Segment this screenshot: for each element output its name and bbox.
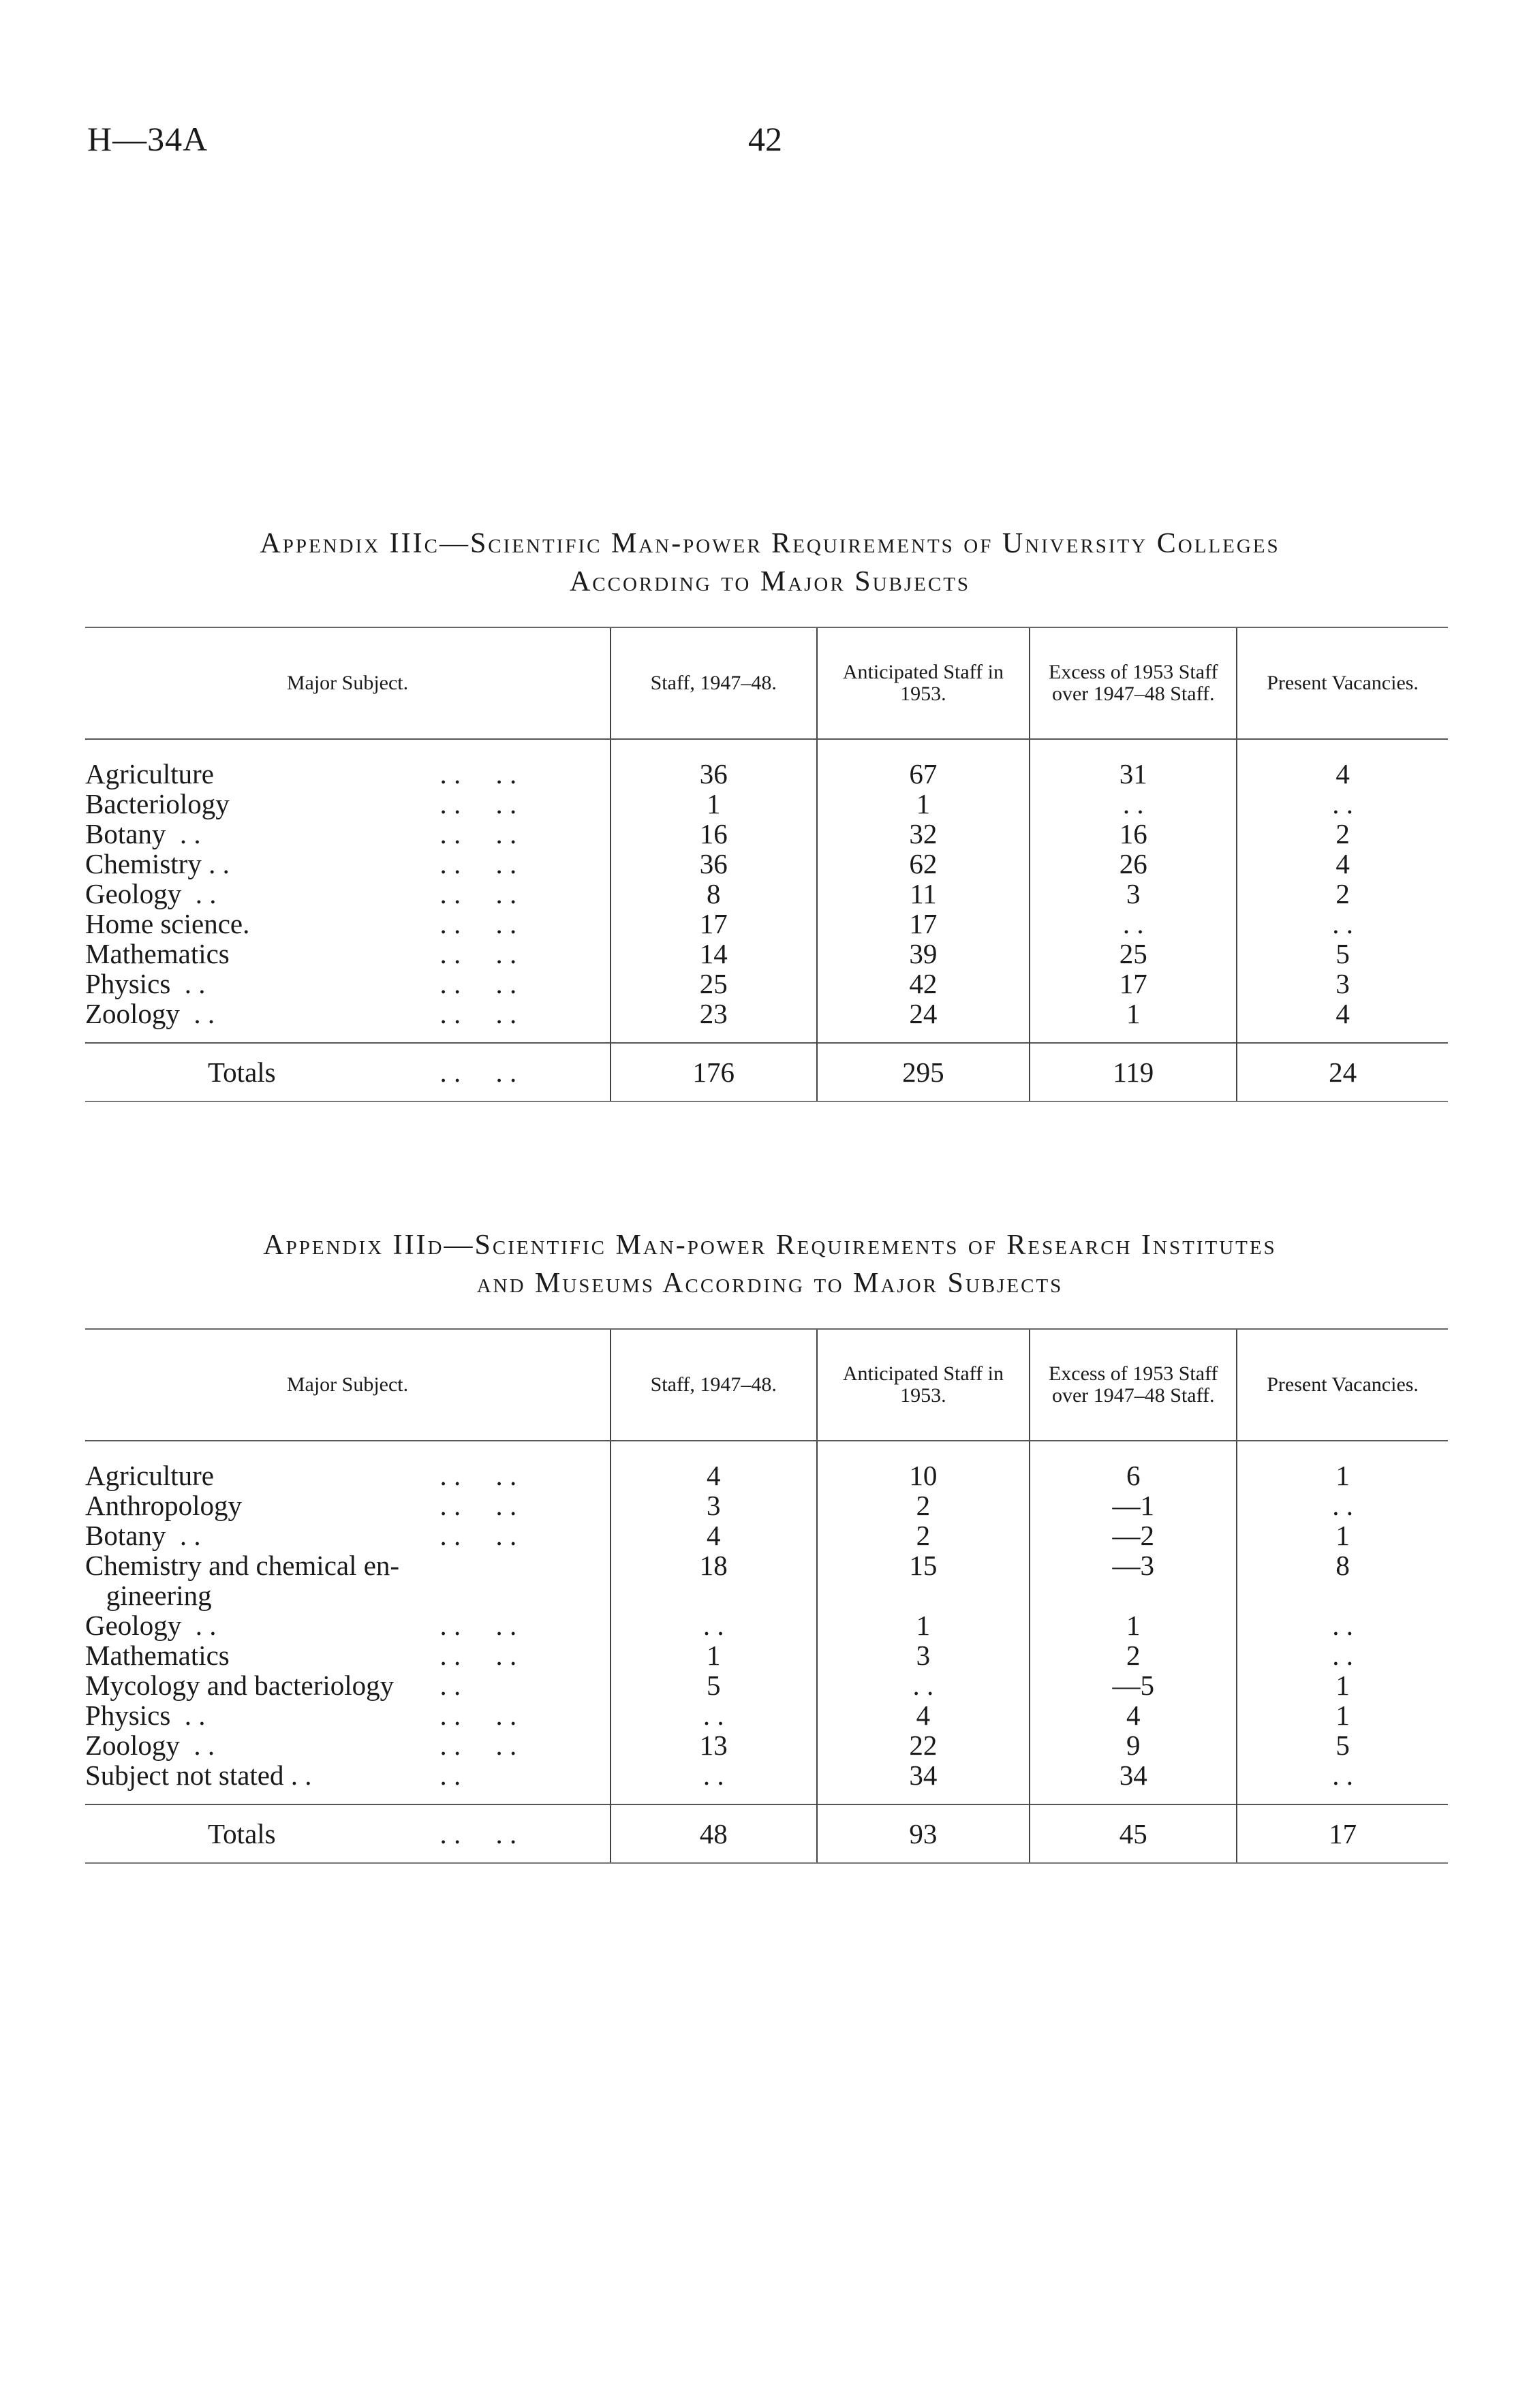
subject-name: Mathematics [85, 938, 230, 969]
subject-cell [85, 789, 611, 819]
subject-name: Zoology . . [85, 1730, 215, 1761]
excess-cell: 2 [1030, 1640, 1237, 1670]
spacer-cell [1237, 1029, 1448, 1043]
table-row [85, 1550, 1448, 1580]
anticipated-cell: 39 [817, 939, 1030, 969]
staff-cell: 3 [611, 1490, 817, 1520]
excess-cell: 119 [1030, 1043, 1237, 1101]
anticipated-cell: 42 [817, 969, 1030, 999]
subject-name: Subject not stated . . [85, 1760, 312, 1791]
subject-cell [85, 1730, 611, 1760]
dot-leader: . . [426, 1760, 461, 1791]
subject-name: gineering [85, 1580, 212, 1611]
table-row [85, 1520, 1448, 1550]
vacancies-cell: 5 [1237, 939, 1448, 969]
subject-cell [85, 1490, 611, 1520]
subject-cell [85, 819, 611, 849]
subject-name: Chemistry . . [85, 848, 230, 879]
subject-name: Physics . . [85, 1700, 206, 1731]
anticipated-cell: 67 [817, 739, 1030, 789]
page-reference: H—34A [87, 120, 208, 158]
staff-cell: 48 [611, 1804, 817, 1863]
dot-leader: . . . . [426, 908, 517, 939]
anticipated-cell: 1 [817, 1610, 1030, 1640]
excess-cell: 1 [1030, 999, 1237, 1029]
excess-cell: 6 [1030, 1441, 1237, 1490]
table-row [85, 789, 1448, 819]
dot-leader: . . . . [426, 1610, 517, 1641]
vacancies-cell: 4 [1237, 739, 1448, 789]
anticipated-cell: 34 [817, 1760, 1030, 1790]
subject-name: Botany . . [85, 1520, 201, 1551]
dot-leader: . . . . [426, 938, 517, 969]
totals-label-cell [85, 1043, 611, 1101]
vacancies-cell: 17 [1237, 1804, 1448, 1863]
header-row [85, 627, 1448, 739]
spacer-cell [1030, 1029, 1237, 1043]
table-row [85, 849, 1448, 879]
subject-cell [85, 969, 611, 999]
appendix-iiic-table [85, 627, 1448, 1102]
excess-cell: 31 [1030, 739, 1237, 789]
anticipated-cell: 4 [817, 1700, 1030, 1730]
subject-name: Bacteriology [85, 788, 230, 819]
excess-cell [1030, 1580, 1237, 1610]
subject-cell [85, 1580, 611, 1610]
staff-cell: 1 [611, 1640, 817, 1670]
anticipated-cell: 17 [817, 909, 1030, 939]
staff-cell: 13 [611, 1730, 817, 1760]
staff-cell: . . [611, 1700, 817, 1730]
staff-cell: 4 [611, 1441, 817, 1490]
subject-name: Geology . . [85, 878, 217, 909]
title-line-1: Appendix IIIc—Scientific Man-power Requirements of University Colleges [260, 528, 1280, 559]
subject-cell [85, 1550, 611, 1580]
col-excess: Excess of 1953 Staff over 1947–48 Staff. [1030, 627, 1237, 739]
appendix-iiid-title [82, 1226, 1458, 1302]
vacancies-cell: . . [1237, 789, 1448, 819]
dot-leader: . . . . [426, 788, 517, 819]
vacancies-cell: 1 [1237, 1670, 1448, 1700]
staff-cell: 14 [611, 939, 817, 969]
dot-leader: . . . . [426, 1490, 517, 1521]
anticipated-cell: 2 [817, 1490, 1030, 1520]
subject-cell [85, 1441, 611, 1490]
vacancies-cell: 2 [1237, 819, 1448, 849]
vacancies-cell: . . [1237, 1760, 1448, 1790]
dot-leader: . . . . [426, 878, 517, 909]
vacancies-cell: 5 [1237, 1730, 1448, 1760]
totals-label: Totals [208, 1057, 276, 1088]
staff-cell: 176 [611, 1043, 817, 1101]
excess-cell: 45 [1030, 1804, 1237, 1863]
dot-leader: . . . . [426, 1730, 517, 1761]
staff-cell: . . [611, 1610, 817, 1640]
vacancies-cell: 1 [1237, 1520, 1448, 1550]
staff-cell: 17 [611, 909, 817, 939]
totals-label: Totals [208, 1818, 276, 1849]
dot-leader: . . . . [426, 848, 517, 879]
dot-leader: . . . . [426, 998, 517, 1029]
vacancies-cell: 2 [1237, 879, 1448, 909]
staff-cell: 36 [611, 739, 817, 789]
vacancies-cell: 1 [1237, 1700, 1448, 1730]
subject-name: Mycology and bacteriology [85, 1670, 395, 1701]
excess-cell: 1 [1030, 1610, 1237, 1640]
vacancies-cell: . . [1237, 1640, 1448, 1670]
title-line-1: Appendix IIId—Scientific Man-power Requirements of Research Institutes [263, 1230, 1277, 1261]
excess-cell: 17 [1030, 969, 1237, 999]
spacer-cell [611, 1790, 817, 1804]
dot-leader: . . . . [426, 1520, 517, 1551]
vacancies-cell: 1 [1237, 1441, 1448, 1490]
spacer-cell [85, 1029, 611, 1043]
subject-cell [85, 849, 611, 879]
table-row [85, 1670, 1448, 1700]
table-row [85, 939, 1448, 969]
totals-row [85, 1804, 1448, 1863]
col-staff-1947-48: Staff, 1947–48. [611, 1329, 817, 1441]
excess-cell: —3 [1030, 1550, 1237, 1580]
subject-cell [85, 1610, 611, 1640]
staff-cell: 18 [611, 1550, 817, 1580]
excess-cell: 25 [1030, 939, 1237, 969]
col-major-subject: Major Subject. [85, 1329, 611, 1441]
table-row [85, 1610, 1448, 1640]
dot-leader: . . . . [426, 1460, 517, 1491]
spacer-cell [611, 1029, 817, 1043]
anticipated-cell: 32 [817, 819, 1030, 849]
vacancies-cell: 8 [1237, 1550, 1448, 1580]
spacer-cell [817, 1790, 1030, 1804]
dot-leader: . . . . [426, 818, 517, 849]
excess-cell: —5 [1030, 1670, 1237, 1700]
staff-cell: 8 [611, 879, 817, 909]
staff-cell: 23 [611, 999, 817, 1029]
subject-cell [85, 909, 611, 939]
table-row [85, 819, 1448, 849]
dot-leader: . . . . [426, 758, 517, 789]
table-row [85, 1441, 1448, 1490]
subject-name: Chemistry and chemical en- [85, 1550, 400, 1581]
anticipated-cell: 2 [817, 1520, 1030, 1550]
table-row [85, 969, 1448, 999]
anticipated-cell: 10 [817, 1441, 1030, 1490]
anticipated-cell: 93 [817, 1804, 1030, 1863]
table-row [85, 999, 1448, 1029]
excess-cell: . . [1030, 789, 1237, 819]
anticipated-cell: 11 [817, 879, 1030, 909]
excess-cell: 4 [1030, 1700, 1237, 1730]
staff-cell: 4 [611, 1520, 817, 1550]
anticipated-cell: 295 [817, 1043, 1030, 1101]
dot-leader: . . [426, 1670, 461, 1701]
table-row [85, 1580, 1448, 1610]
totals-row [85, 1043, 1448, 1101]
subject-cell [85, 879, 611, 909]
col-vacancies: Present Vacancies. [1237, 627, 1448, 739]
dot-leader: . . . . [426, 1818, 517, 1849]
anticipated-cell: 1 [817, 789, 1030, 819]
subject-cell [85, 939, 611, 969]
title-line-2: According to Major Subjects [569, 566, 971, 597]
dot-leader: . . . . [426, 968, 517, 999]
excess-cell: 9 [1030, 1730, 1237, 1760]
excess-cell: —1 [1030, 1490, 1237, 1520]
vacancies-cell: . . [1237, 1610, 1448, 1640]
dot-leader: . . . . [426, 1057, 517, 1088]
col-excess: Excess of 1953 Staff over 1947–48 Staff. [1030, 1329, 1237, 1441]
staff-cell: 5 [611, 1670, 817, 1700]
staff-cell: 16 [611, 819, 817, 849]
subject-cell [85, 1670, 611, 1700]
staff-cell: . . [611, 1760, 817, 1790]
subject-name: Home science. [85, 908, 250, 939]
appendix-iiic-title [82, 525, 1458, 601]
appendix-iiid-table [85, 1328, 1448, 1864]
excess-cell: . . [1030, 909, 1237, 939]
table-row [85, 879, 1448, 909]
col-vacancies: Present Vacancies. [1237, 1329, 1448, 1441]
table-row [85, 1730, 1448, 1760]
col-staff-1947-48: Staff, 1947–48. [611, 627, 817, 739]
excess-cell: 3 [1030, 879, 1237, 909]
anticipated-cell: 24 [817, 999, 1030, 1029]
subject-cell [85, 1700, 611, 1730]
dot-leader: . . . . [426, 1700, 517, 1731]
subject-cell [85, 1640, 611, 1670]
page-number: 42 [748, 120, 782, 158]
excess-cell: 16 [1030, 819, 1237, 849]
subject-cell [85, 1520, 611, 1550]
spacer-cell [1237, 1790, 1448, 1804]
subject-name: Zoology . . [85, 998, 215, 1029]
staff-cell: 25 [611, 969, 817, 999]
dot-leader: . . . . [426, 1640, 517, 1671]
table-row [85, 739, 1448, 789]
subject-name: Anthropology [85, 1490, 243, 1521]
subject-name: Botany . . [85, 818, 201, 849]
vacancies-cell: 4 [1237, 999, 1448, 1029]
col-anticipated-1953: Anticipated Staff in 1953. [817, 1329, 1030, 1441]
staff-cell [611, 1580, 817, 1610]
excess-cell: —2 [1030, 1520, 1237, 1550]
col-anticipated-1953: Anticipated Staff in 1953. [817, 627, 1030, 739]
excess-cell: 26 [1030, 849, 1237, 879]
vacancies-cell [1237, 1580, 1448, 1610]
table-row [85, 1640, 1448, 1670]
spacer-row [85, 1029, 1448, 1043]
anticipated-cell [817, 1580, 1030, 1610]
anticipated-cell: . . [817, 1670, 1030, 1700]
vacancies-cell: 3 [1237, 969, 1448, 999]
table-row [85, 909, 1448, 939]
excess-cell: 34 [1030, 1760, 1237, 1790]
table-row [85, 1760, 1448, 1790]
table-row [85, 1490, 1448, 1520]
subject-name: Agriculture [85, 758, 214, 789]
totals-label-cell [85, 1804, 611, 1863]
subject-cell [85, 999, 611, 1029]
anticipated-cell: 22 [817, 1730, 1030, 1760]
vacancies-cell: . . [1237, 909, 1448, 939]
spacer-cell [85, 1790, 611, 1804]
anticipated-cell: 62 [817, 849, 1030, 879]
spacer-cell [817, 1029, 1030, 1043]
header-row [85, 1329, 1448, 1441]
title-line-2: and Museums According to Major Subjects [476, 1268, 1064, 1299]
subject-cell [85, 739, 611, 789]
vacancies-cell: 4 [1237, 849, 1448, 879]
subject-name: Physics . . [85, 968, 206, 999]
subject-name: Geology . . [85, 1610, 217, 1641]
subject-name: Agriculture [85, 1460, 214, 1491]
anticipated-cell: 3 [817, 1640, 1030, 1670]
anticipated-cell: 15 [817, 1550, 1030, 1580]
spacer-row [85, 1790, 1448, 1804]
spacer-cell [1030, 1790, 1237, 1804]
staff-cell: 1 [611, 789, 817, 819]
subject-cell [85, 1760, 611, 1790]
vacancies-cell: . . [1237, 1490, 1448, 1520]
col-major-subject: Major Subject. [85, 627, 611, 739]
subject-name: Mathematics [85, 1640, 230, 1671]
staff-cell: 36 [611, 849, 817, 879]
table-row [85, 1700, 1448, 1730]
vacancies-cell: 24 [1237, 1043, 1448, 1101]
